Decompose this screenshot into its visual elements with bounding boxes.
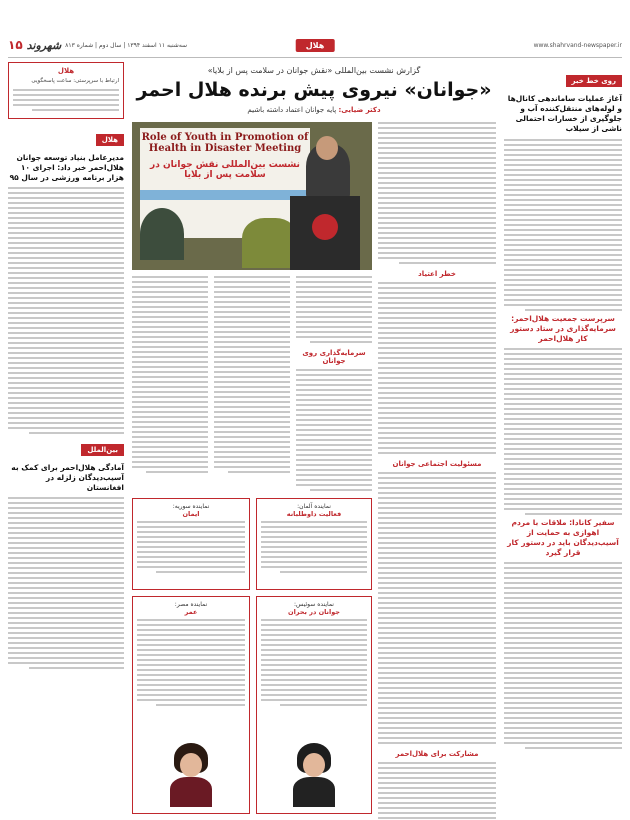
interview-country: نماینده سوئیس: (294, 601, 334, 608)
box-body (13, 89, 119, 111)
article-column-2 (296, 276, 372, 494)
banner-stripe (140, 190, 310, 200)
byline-quote: پایه جوانان اعتماد داشته باشیم (247, 105, 337, 114)
box-text: ارتباط با سرپرستی: ساعت پاسخگویی (31, 78, 119, 84)
red-crescent-logo (312, 214, 338, 240)
website-url: www.shahrvand-newspaper.ir (533, 42, 622, 49)
portrait-photo (166, 743, 216, 807)
article-subhead: سرمایه‌گذاری روی جوانان (302, 349, 366, 365)
article-byline (132, 106, 496, 114)
portrait-face (303, 753, 325, 777)
news-headline: مدیرعامل بنیاد توسعه جوانان هلال‌احمر خبر داد: اجرای ۱۰ هزار برنامه ورزشی در سال ۹۵ (9, 152, 124, 182)
banner-english-title: Role of Youth in Promotion of Health in Disaster Meeting (141, 132, 309, 154)
article-subhead: خطر اعتیاد (418, 270, 456, 278)
interview-box (256, 498, 372, 590)
interview-boxes (132, 498, 372, 816)
right-news-column (504, 68, 622, 752)
portrait-body (170, 777, 212, 807)
portrait-photo (289, 743, 339, 807)
interview-country: نماینده آلمان: (297, 503, 331, 510)
portrait-face (180, 753, 202, 777)
article-column-4 (132, 276, 208, 476)
interview-title: ایمان (182, 510, 200, 518)
section-label: هلال (296, 39, 335, 52)
podium (290, 196, 360, 270)
banner-persian-title: نشست بین‌المللی نقش جوانان در سلامت پس از بلایا (150, 160, 300, 180)
section-tag: هلال (96, 134, 124, 146)
article-column-3 (214, 276, 290, 476)
section-tag: بین‌الملل (81, 444, 124, 456)
box-title: هلال (57, 67, 75, 75)
main-article-head (132, 62, 496, 114)
news-headline: سفیر کانادا: ملاقات با مردم اهوازی به حمایت از آسیب‌دیدگان باید در دستور کار قرار گیرد (507, 517, 619, 558)
news-headline: آغاز عملیات ساماندهی کانال‌ها و لوله‌های منتقل‌کننده آب و جلوگیری از خسارات احتمالی ناشی از سیلاب (507, 94, 622, 134)
header-rule (8, 57, 622, 58)
conference-photo (132, 122, 372, 270)
masthead (8, 38, 187, 52)
interview-title: جوانان در بحران (288, 608, 340, 616)
issue-date: سه‌شنبه ۱۱ اسفند ۱۳۹۴ | سال دوم | شماره ۸۱۳ (65, 41, 188, 49)
page-header (8, 38, 622, 56)
interview-country: نماینده سوریه: (172, 503, 210, 510)
news-tag: روی خط خبر (566, 75, 622, 87)
news-body-text (504, 139, 622, 311)
interview-box (132, 596, 250, 814)
article-headline: «جوانان» نیروی پیش برنده هلال احمر (136, 79, 492, 101)
news-headline: آمادگی هلال‌احمر برای کمک به آسیب‌دیدگان زلزله در افغانستان (11, 463, 124, 493)
interview-title: عمر (184, 608, 198, 616)
speaker-face (316, 136, 338, 160)
article-column-1 (378, 122, 496, 820)
article-columns (132, 276, 372, 492)
interview-box (256, 596, 372, 814)
news-headline: سرپرست جمعیت هلال‌احمر: سرمایه‌گذاری در ستاد دستور کار هلال‌احمر (510, 313, 616, 343)
interview-country: نماینده مصر: (174, 601, 208, 608)
byline-name: دکتر ضیایی: (338, 105, 381, 114)
page-number: ۱۵ (8, 38, 23, 52)
article-subhead: مسئولیت اجتماعی جوانان (392, 460, 482, 468)
news-body-text (8, 497, 124, 669)
news-body-text (504, 348, 622, 515)
news-body-text (504, 562, 622, 749)
article-kicker: گزارش نشست بین‌المللی «نقش جوانان در سلامت پس از بلایا» (207, 66, 421, 75)
article-subhead: مشارکت برای هلال‌احمر (395, 750, 479, 758)
news-body-text (8, 187, 124, 434)
contact-box (8, 62, 124, 119)
newspaper-logo: شهروند (26, 38, 62, 52)
interview-box (132, 498, 250, 590)
left-news-column (8, 62, 124, 672)
audience-member (140, 208, 184, 260)
interview-title: فعالیت داوطلبانه (286, 510, 342, 518)
portrait-body (293, 777, 335, 807)
